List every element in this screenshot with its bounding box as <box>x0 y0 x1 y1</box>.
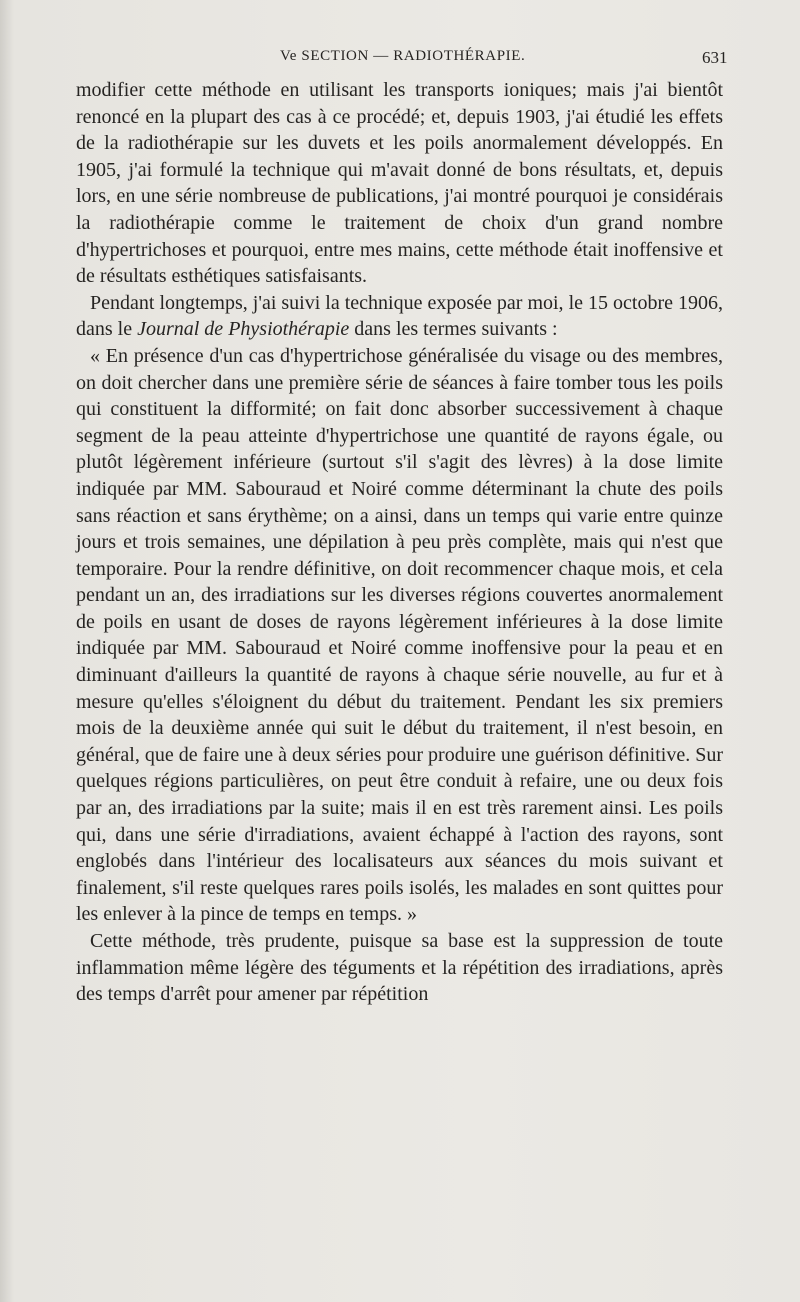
body-text <box>76 77 723 1008</box>
page-header <box>0 44 800 74</box>
paragraph-technique-intro <box>76 290 723 343</box>
quoted-paragraph: « En présence d'un cas d'hypertrichose généralisée du visage ou des membres, on doit chercher dans une première série de séances à faire tomber tous les poils qui constituent la difformité; on fait donc absorber successivement à chaque segment de la peau atteinte d'hypertrichose une quantité de rayons égale, ou plutôt légèrement inférieure (surtout s'il s'agit des lèvres) à la dose limite indiquée par MM. Sabouraud et Noiré comme déterminant la chute des poils sans réaction et sans érythème; on a ainsi, dans un temps qui varie entre quinze jours et trois semaines, une dépilation à peu près complète, mais qui n'est que temporaire. Pour la rendre définitive, on doit recommencer chaque mois, et cela pendant un an, des irradiations sur les diverses régions couvertes anormalement de poils en usant de doses de rayons légèrement inférieures à la dose limite indiquée par MM. Sabouraud et Noiré comme inoffensive pour la peau et en diminuant d'ailleurs la quantité de rayons à chaque série nouvelle, au fur et à mesure qu'elles s'éloignent du début du traitement. Pendant les six premiers mois de la deuxième année qui suit le début du traitement, il n'est besoin, en général, que de faire une à deux séries pour produire une guérison définitive. Sur quelques régions particulières, on peut être conduit à refaire, une ou deux fois par an, des irradiations par la suite; mais il en est très rarement ainsi. Les poils qui, dans une série d'irradiations, avaient échappé à l'action des rayons, sont englobés dans l'intérieur des localisateurs aux séances du mois suivant et finalement, s'il reste quelques rares poils isolés, les malades en sont quittes pour les enlever à la pince de temps en temps. » <box>76 344 723 926</box>
paragraph-text: Pendant longtemps, j'ai suivi la technique exposée par moi, le 15 octobre 1906, dans le <box>76 291 723 341</box>
journal-title: Journal de Physiothérapie <box>137 318 350 341</box>
page-number: 631 <box>702 48 728 67</box>
paragraph-continued: modifier cette méthode en utilisant les transports ioniques; mais j'ai bientôt renoncé en la plupart des cas à ce procédé; et, depuis 1903, j'ai étudié les effets de la radiothérapie sur les duvets et les poils anormalement développés. En 1905, j'ai formulé la technique qui m'avait donné de bons résultats, et, depuis lors, en une série nombreuse de publications, j'ai montré pourquoi je considérais la radiothérapie comme le traitement de choix d'un grand nombre d'hypertrichoses et pourquoi, entre mes mains, cette méthode était inoffensive et de résultats esthétiques satisfaisants. <box>76 79 723 288</box>
paragraph-method: Cette méthode, très prudente, puisque sa base est la suppression de toute inflammation même légère des téguments et la répétition des irradiations, après des temps d'arrêt pour amener par répétition <box>76 930 723 1006</box>
running-head: Ve SECTION — RADIOTHÉRAPIE. <box>280 48 526 64</box>
paragraph-text: dans les termes suivants : <box>349 318 558 341</box>
